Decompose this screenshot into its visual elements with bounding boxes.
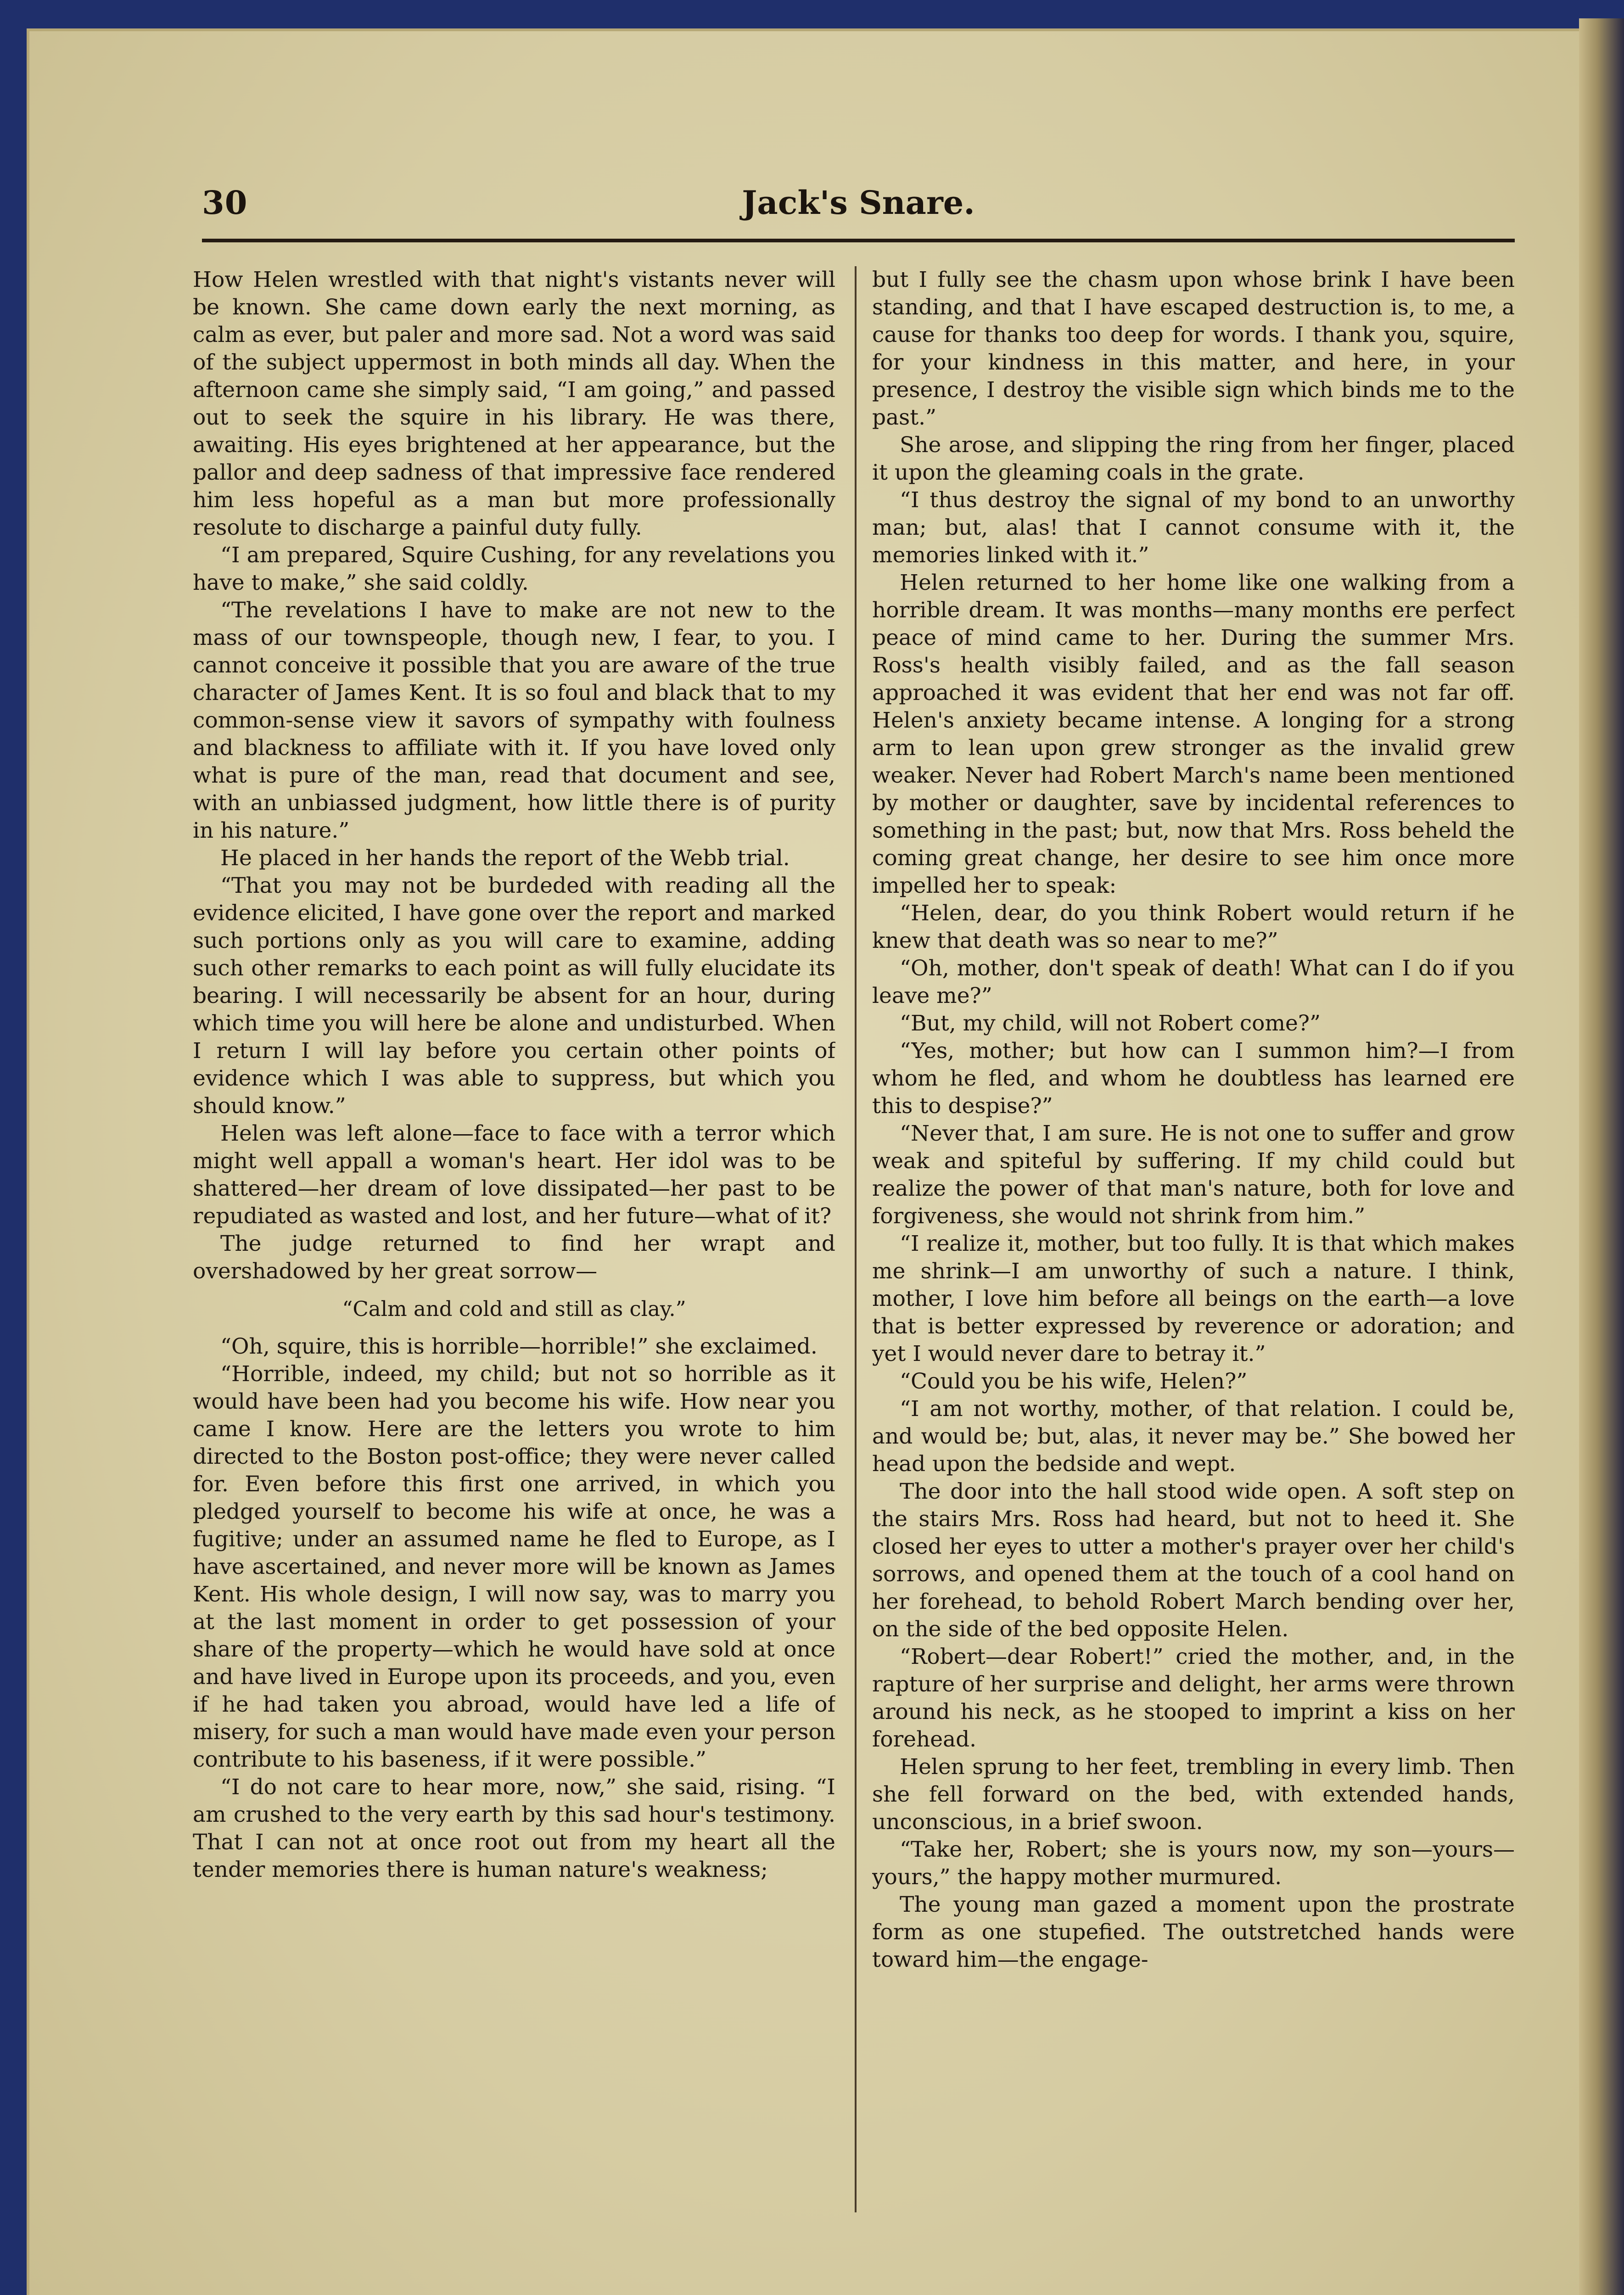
paragraph: Helen was left alone—face to face with a terror which might well appall a woman's heart. Her idol was to be shattered—her dream of love dissipated—her past to be repudiated as wasted and lost, and her future—what of it? [193,1121,835,1229]
column-divider [855,266,857,2212]
paragraph: The judge returned to find her wrapt and overshadowed by her great sorrow— [193,1231,835,1284]
verse-quote: “Calm and cold and still as clay.” [342,1297,686,1321]
paragraph: He placed in her hands the report of the Webb trial. [220,845,790,871]
paragraph: “Oh, mother, don't speak of death! What can I do if you leave me?” [872,956,1515,1008]
paragraph: “Robert—dear Robert!” cried the mother, and, in the rapture of her surprise and delight, her arms were thrown around his neck, as he stooped to imprint a kiss on her forehead. [872,1644,1515,1752]
paragraph: How Helen wrestled with that night's vistants never will be known. She came down early the next morning, as calm as ever, but paler and more sad. Not a word was said of the subject uppermost in both minds all day. When the afternoon came she simply said, “I am going,” and passed out to seek the squire in his library. He was there, awaiting. His eyes brightened at her appearance, but the pallor and deep sadness of that impressive face rendered him less hopeful as a man but more professionally resolute to discharge a painful duty fully. [193,267,835,540]
page-header [202,184,1515,239]
book-spine [1579,18,1624,2295]
paragraph: Helen sprung to her feet, trembling in every limb. Then she fell forward on the bed, with extended hands, unconscious, in a brief swoon. [872,1754,1515,1835]
right-column [872,266,1515,2222]
page-number: 30 [202,184,248,222]
header-rule [202,239,1515,242]
paragraph: “I am not worthy, mother, of that relation. I could be, and would be; but, alas, it never may be.” She bowed her head upon the bedside and wept. [872,1396,1515,1477]
paragraph: “Horrible, indeed, my child; but not so horrible as it would have been had you become his wife. How near you came I know. Here are the letters you wrote to him directed to the Boston post-office; they were never called for. Even before this first one arrived, in which you pledged yourself to become his wife at once, he was a fugitive; under an assumed name he fled to Europe, as I have ascertained, and never more will be known as James Kent. His whole design, I will now say, was to marry you at the last moment in order to get possession of your share of the property—which he would have sold at once and have lived in Europe upon its proceeds, and you, even if he had taken you abroad, would have led a life of misery, for such a man would have made even your person contribute to his baseness, if it were possible.” [193,1361,835,1772]
running-title: Jack's Snare. [742,184,975,222]
paragraph: “I do not care to hear more, now,” she said, rising. “I am crushed to the very earth by this sad hour's testimony. That I can not at once root out from my heart all the tender memories there is human nature's weakness; [193,1774,835,1882]
paragraph: Helen returned to her home like one walking from a horrible dream. It was months—many months ere perfect peace of mind came to her. During the summer Mrs. Ross's health visibly failed, and as the fall season approached it was evident that her end was not far off. Helen's anxiety became intense. A longing for a strong arm to lean upon grew stronger as the invalid grew weaker. Never had Robert March's name been mentioned by mother or daughter, save by incidental references to something in the past; but, now that Mrs. Ross beheld the coming great change, her desire to see him once more impelled her to speak: [872,570,1515,898]
paragraph: “Could you be his wife, Helen?” [900,1369,1248,1394]
paragraph: “Take her, Robert; she is yours now, my son—yours—yours,” the happy mother murmured. [872,1837,1515,1890]
paragraph: “But, my child, will not Robert come?” [900,1011,1321,1036]
left-column [193,266,835,2222]
paragraph: The door into the hall stood wide open. A soft step on the stairs Mrs. Ross had heard, but not to heed it. She closed her eyes to utter a mother's prayer over her child's sorrows, and opened them at the touch of a cool hand on her forehead, to behold Robert March bending over her, on the side of the bed opposite Helen. [872,1479,1515,1642]
paragraph: She arose, and slipping the ring from her finger, placed it upon the gleaming coals in the grate. [872,432,1515,485]
paragraph: “Oh, squire, this is horrible—horrible!” she exclaimed. [220,1334,818,1359]
paragraph: “I realize it, mother, but too fully. It is that which makes me shrink—I am unworthy of such a nature. I think, mother, I love him before all beings on the earth—a love that is better expressed by reverence or adoration; and yet I would never dare to betray it.” [872,1231,1515,1366]
paragraph: “Yes, mother; but how can I summon him?—I from whom he fled, and whom he doubtless has learned ere this to despise?” [872,1038,1515,1119]
paragraph: “I thus destroy the signal of my bond to an unworthy man; but, alas! that I cannot consume with it, the memories linked with it.” [872,487,1515,568]
paragraph: but I fully see the chasm upon whose brink I have been standing, and that I have escaped destruction is, to me, a cause for thanks too deep for words. I thank you, squire, for your kindness in this matter, and here, in your presence, I destroy the visible sign which binds me to the past.” [872,267,1515,430]
paragraph: “That you may not be burdeded with reading all the evidence elicited, I have gone over the report and marked such portions only as you will care to examine, adding such other remarks to each point as will fully elucidate its bearing. I will necessarily be absent for an hour, during which time you will here be alone and undisturbed. When I return I will lay before you certain other points of evidence which I was able to suppress, but which you should know.” [193,873,835,1119]
paragraph: “I am prepared, Squire Cushing, for any revelations you have to make,” she said coldly. [193,543,835,595]
paragraph: “Never that, I am sure. He is not one to suffer and grow weak and spiteful by suffering. If my child could but realize the power of that man's nature, both for love and forgiveness, she would not shrink from him.” [872,1121,1515,1229]
paragraph: “The revelations I have to make are not new to the mass of our townspeople, though new, I fear, to you. I cannot conceive it possible that you are aware of the true character of James Kent. It is so foul and black that to my common-sense view it savors of sympathy with foulness and blackness to affiliate with it. If you have loved only what is pure of the man, read that document and see, with an unbiassed judgment, how little there is of purity in his nature.” [193,598,835,843]
paragraph: “Helen, dear, do you think Robert would return if he knew that death was so near to me?” [872,901,1515,953]
paragraph: The young man gazed a moment upon the prostrate form as one stupefied. The outstretched hands were toward him—the engage- [872,1892,1515,1972]
